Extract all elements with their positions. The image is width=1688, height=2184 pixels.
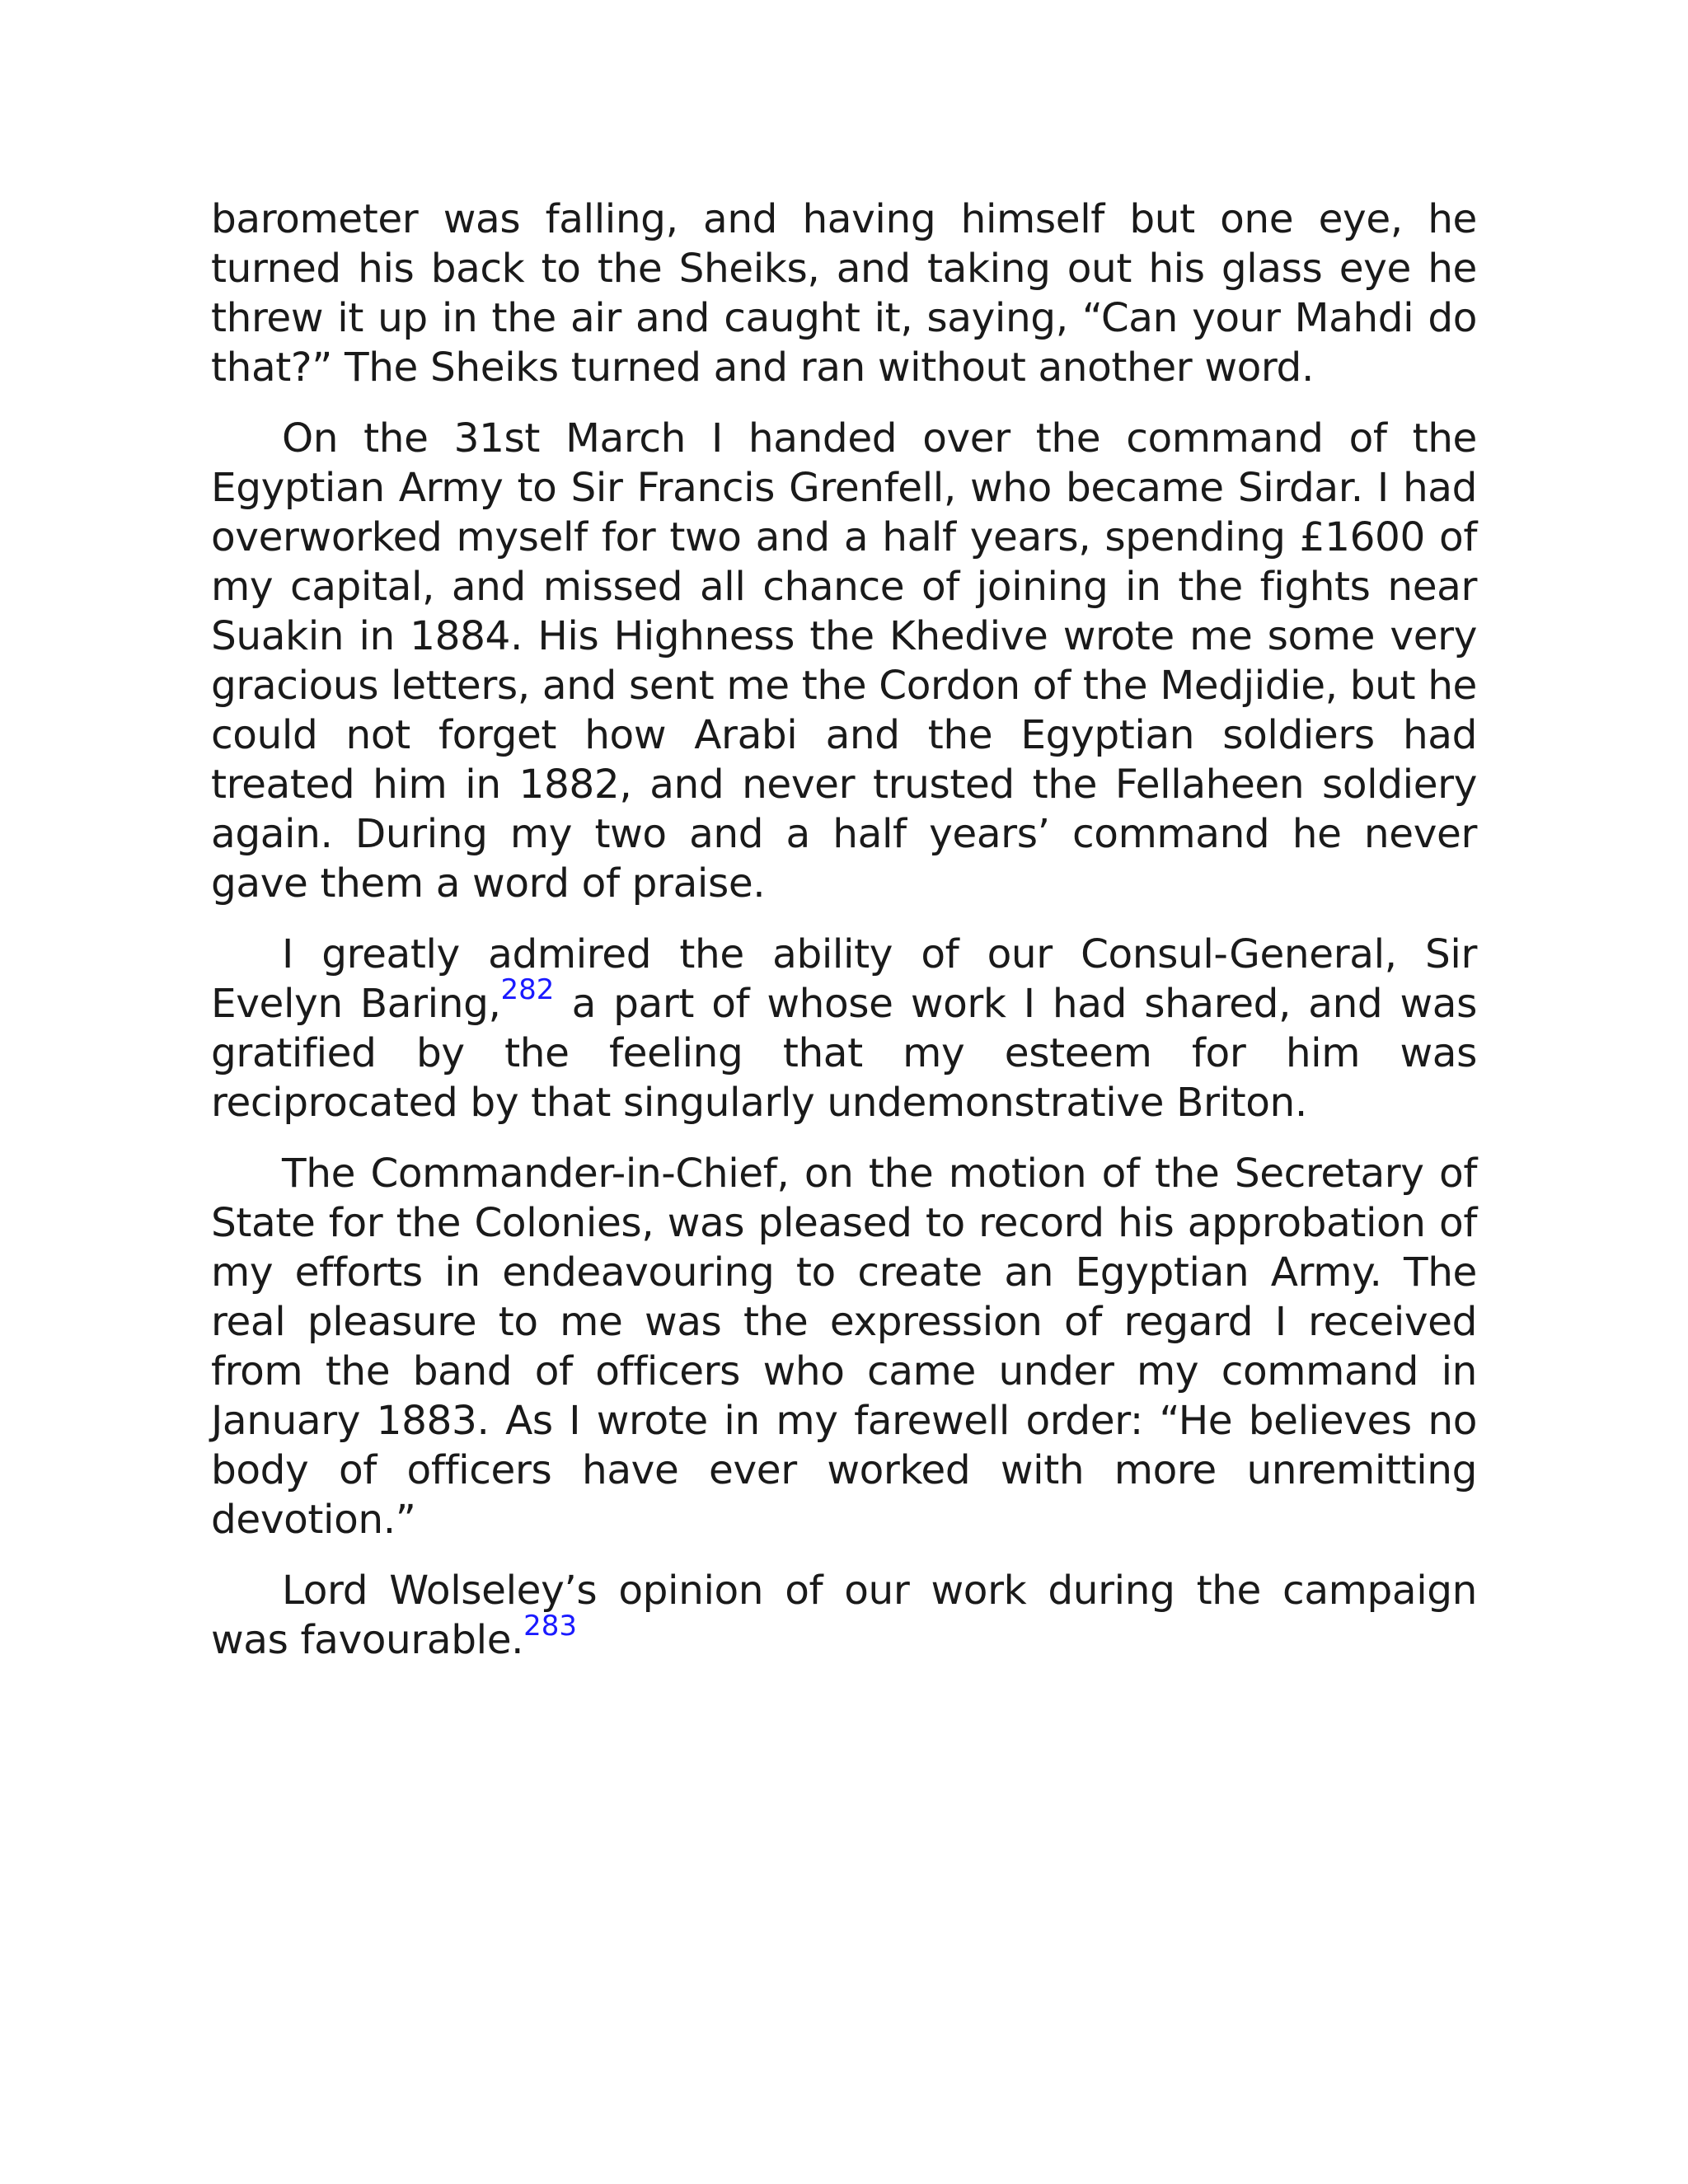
- paragraph-3-text-before: I greatly admired the ability of our Consul-General, Sir Evelyn Baring,: [211, 931, 1477, 1027]
- footnote-link-282[interactable]: 282: [500, 973, 555, 1006]
- paragraph-2: On the 31st March I handed over the command of the Egyptian Army to Sir Francis Grenfell, who became Sirdar. I had overworked myself for two and a half years, spending £1600 of my capital, and missed all chance of joining in the fights near Suakin in 1884. His Highness the Khedive wrote me some very gracious letters, and sent me the Cordon of the Medjidie, but he could not forget how Arabi and the Egyptian soldiers had treated him in 1882, and never trusted the Fellaheen soldiery again. During my two and a half years’ command he never gave them a word of praise.: [211, 415, 1477, 907]
- paragraph-5-text: Lord Wolseley’s opinion of our work during the campaign was favourable.: [211, 1568, 1477, 1663]
- paragraph-4: The Commander-in-Chief, on the motion of the Secretary of State for the Colonies, was pleased to record his approbation of my efforts in endeavouring to create an Egyptian Army. The real pleasure to me was the expression of regard I received from the band of officers who came under my command in January 1883. As I wrote in my farewell order: “He believes no body of officers have ever worked with more unremitting devotion.”: [211, 1151, 1477, 1543]
- footnote-link-283[interactable]: 283: [523, 1610, 578, 1643]
- page-body: [211, 194, 1477, 1686]
- paragraph-5: [211, 1566, 1477, 1665]
- paragraph-3: [211, 930, 1477, 1127]
- paragraph-1: barometer was falling, and having himself but one eye, he turned his back to the Sheiks, and taking out his glass eye he threw it up in the air and caught it, saying, “Can your Mahdi do that?” The Sheiks turned and ran without another word.: [211, 196, 1477, 391]
- paragraph-3-text-after: a part of whose work I had shared, and was gratified by the feeling that my esteem for him was reciprocated by that singularly undemonstrative Briton.: [211, 981, 1477, 1126]
